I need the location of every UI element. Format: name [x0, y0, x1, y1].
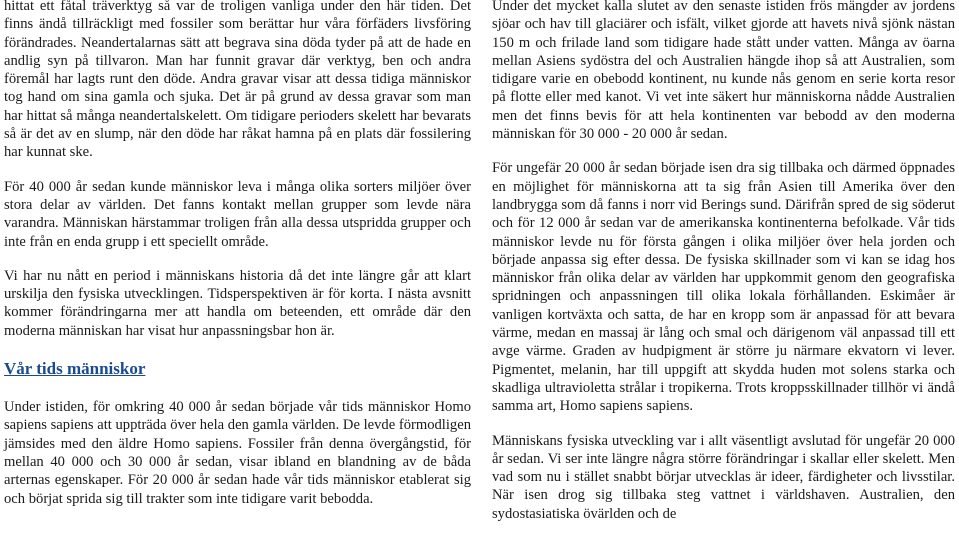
- paragraph-gap: [492, 143, 955, 159]
- right-paragraph-2: För ungefär 20 000 år sedan började isen dra sig tillbaka och därmed öppnades en möjlighet för människorna att ta sig från Asien till Amerika över den landbrygga som då fanns i norr vid Berings sund. Därifrån spred de sig söderut och för 12 000 år sedan var de amerikanska kontinenterna befolkade. Vår tids människor levde nu för första gången i olika miljöer över hela jorden och började anpassa sig efter dessa. De fysiska skillnader som vi kan se idag hos människor från olika delar av världen har uppkommit genom den geografiska spridningen och anpassningen till olika lokala förhållanden. Eskimåer är vanligen kortväxta och satta, de har en kropp som är anpassad för att bevara värme, medan en massaj är lång och smal och därigenom väl anpassad till ett avge värme. Graden av hudpigment är större ju närmare ekvatorn vi lever. Pigmentet, melanin, har till uppgift att skydda huden mot solens starka och skadliga ultravioletta strålar i tropikerna. Trots kroppsskillnader tillhör vi ändå samma art, Homo sapiens sapiens.: [492, 160, 955, 415]
- right-paragraph-3: Människans fysiska utveckling var i allt väsentligt avslutad för ungefär 20 000 år sedan. Vi ser inte längre några större förändringar i skallar eller skelett. Men vad som nu i stället snabbt börjar utvecklas är ideer, färdigheter och livsstilar. När isen drog sig tillbaka steg vattnet i världshaven. Australien, den sydostasiatiska övärlden och de: [492, 432, 955, 522]
- paragraph-gap: [492, 416, 955, 432]
- paragraph-gap: [4, 251, 471, 267]
- paragraph-gap: [4, 382, 471, 398]
- left-paragraph-1: hittat ett fåtal träverktyg så var de troligen vanliga under den här tiden. Det finns ändå tillräckligt med fossiler som berättar hur våra förfäders livsföring förändrades. Neandertalarnas sätt att begrava sina döda tyder på att de hade en andlig syn på tillvaron. Man har funnit gravar där verktyg, ben och andra föremål har lagts runt den döde. Andra gravar visar att dessa tidiga människor tog hand om sina gamla och sjuka. Det är på grund av dessa gravar som man har hittat så många neandertalskelett. Om tidigare perioders skelett har bevarats så är det av en slump, när den döde har råkat hamna på en plats där fossilering har kunnat ske.: [4, 0, 471, 161]
- left-paragraph-3: Vi har nu nått en period i människans historia då det inte längre går att klart urskilja den fysiska utvecklingen. Tidsperspektiven är för korta. I nästa avsnitt kommer förändringarna mer att handla om beteenden, ett område där den moderna människan har visat hur anpassningsbar hon är.: [4, 267, 471, 339]
- right-column: [492, 0, 955, 523]
- left-column: [4, 0, 471, 508]
- section-heading: Vår tids människor: [4, 359, 146, 379]
- left-paragraph-4: Under istiden, för omkring 40 000 år sedan började vår tids människor Homo sapiens sapiens att uppträda över hela den gamla världen. De levde förmodligen jämsides med den äldre Homo sapiens. Fossiler från denna övergångstid, för mellan 40 000 och 30 000 år sedan, visar ibland en blandning av de båda arternas egenskaper. För 20 000 år sedan hade vår tids människor etablerat sig och börjat sprida sig till trakter som inte tidigare varit bebodda.: [4, 399, 471, 507]
- paragraph-gap: [4, 162, 471, 178]
- left-paragraph-2: För 40 000 år sedan kunde människor leva i många olika sorters miljöer över stora delar av världen. Det fanns kontakt mellan grupper som levde nära varandra. Människan härstammar troligen från alla dessa utspridda grupper och inte från en enda grupp i ett speciellt område.: [4, 178, 471, 250]
- paragraph-gap: [4, 340, 471, 356]
- right-paragraph-1: Under det mycket kalla slutet av den senaste istiden frös mängder av jordens sjöar och hav till glaciärer och isfält, vilket gjorde att havets nivå sjönk nästan 150 m och frilade land som tidigare hade stått under vatten. Många av öarna mellan Asiens sydöstra del och Australien hängde ihop så att Australien, som tidigare varie en obebodd kontinent, nu kunde nås genom en serie korta resor på flotte eller med kanot. Vi vet inte säkert hur människorna nådde Australien men det finns bevis för att hela kontinenten var bebodd av den moderna människan för 30 000 - 20 000 år sedan.: [492, 0, 955, 143]
